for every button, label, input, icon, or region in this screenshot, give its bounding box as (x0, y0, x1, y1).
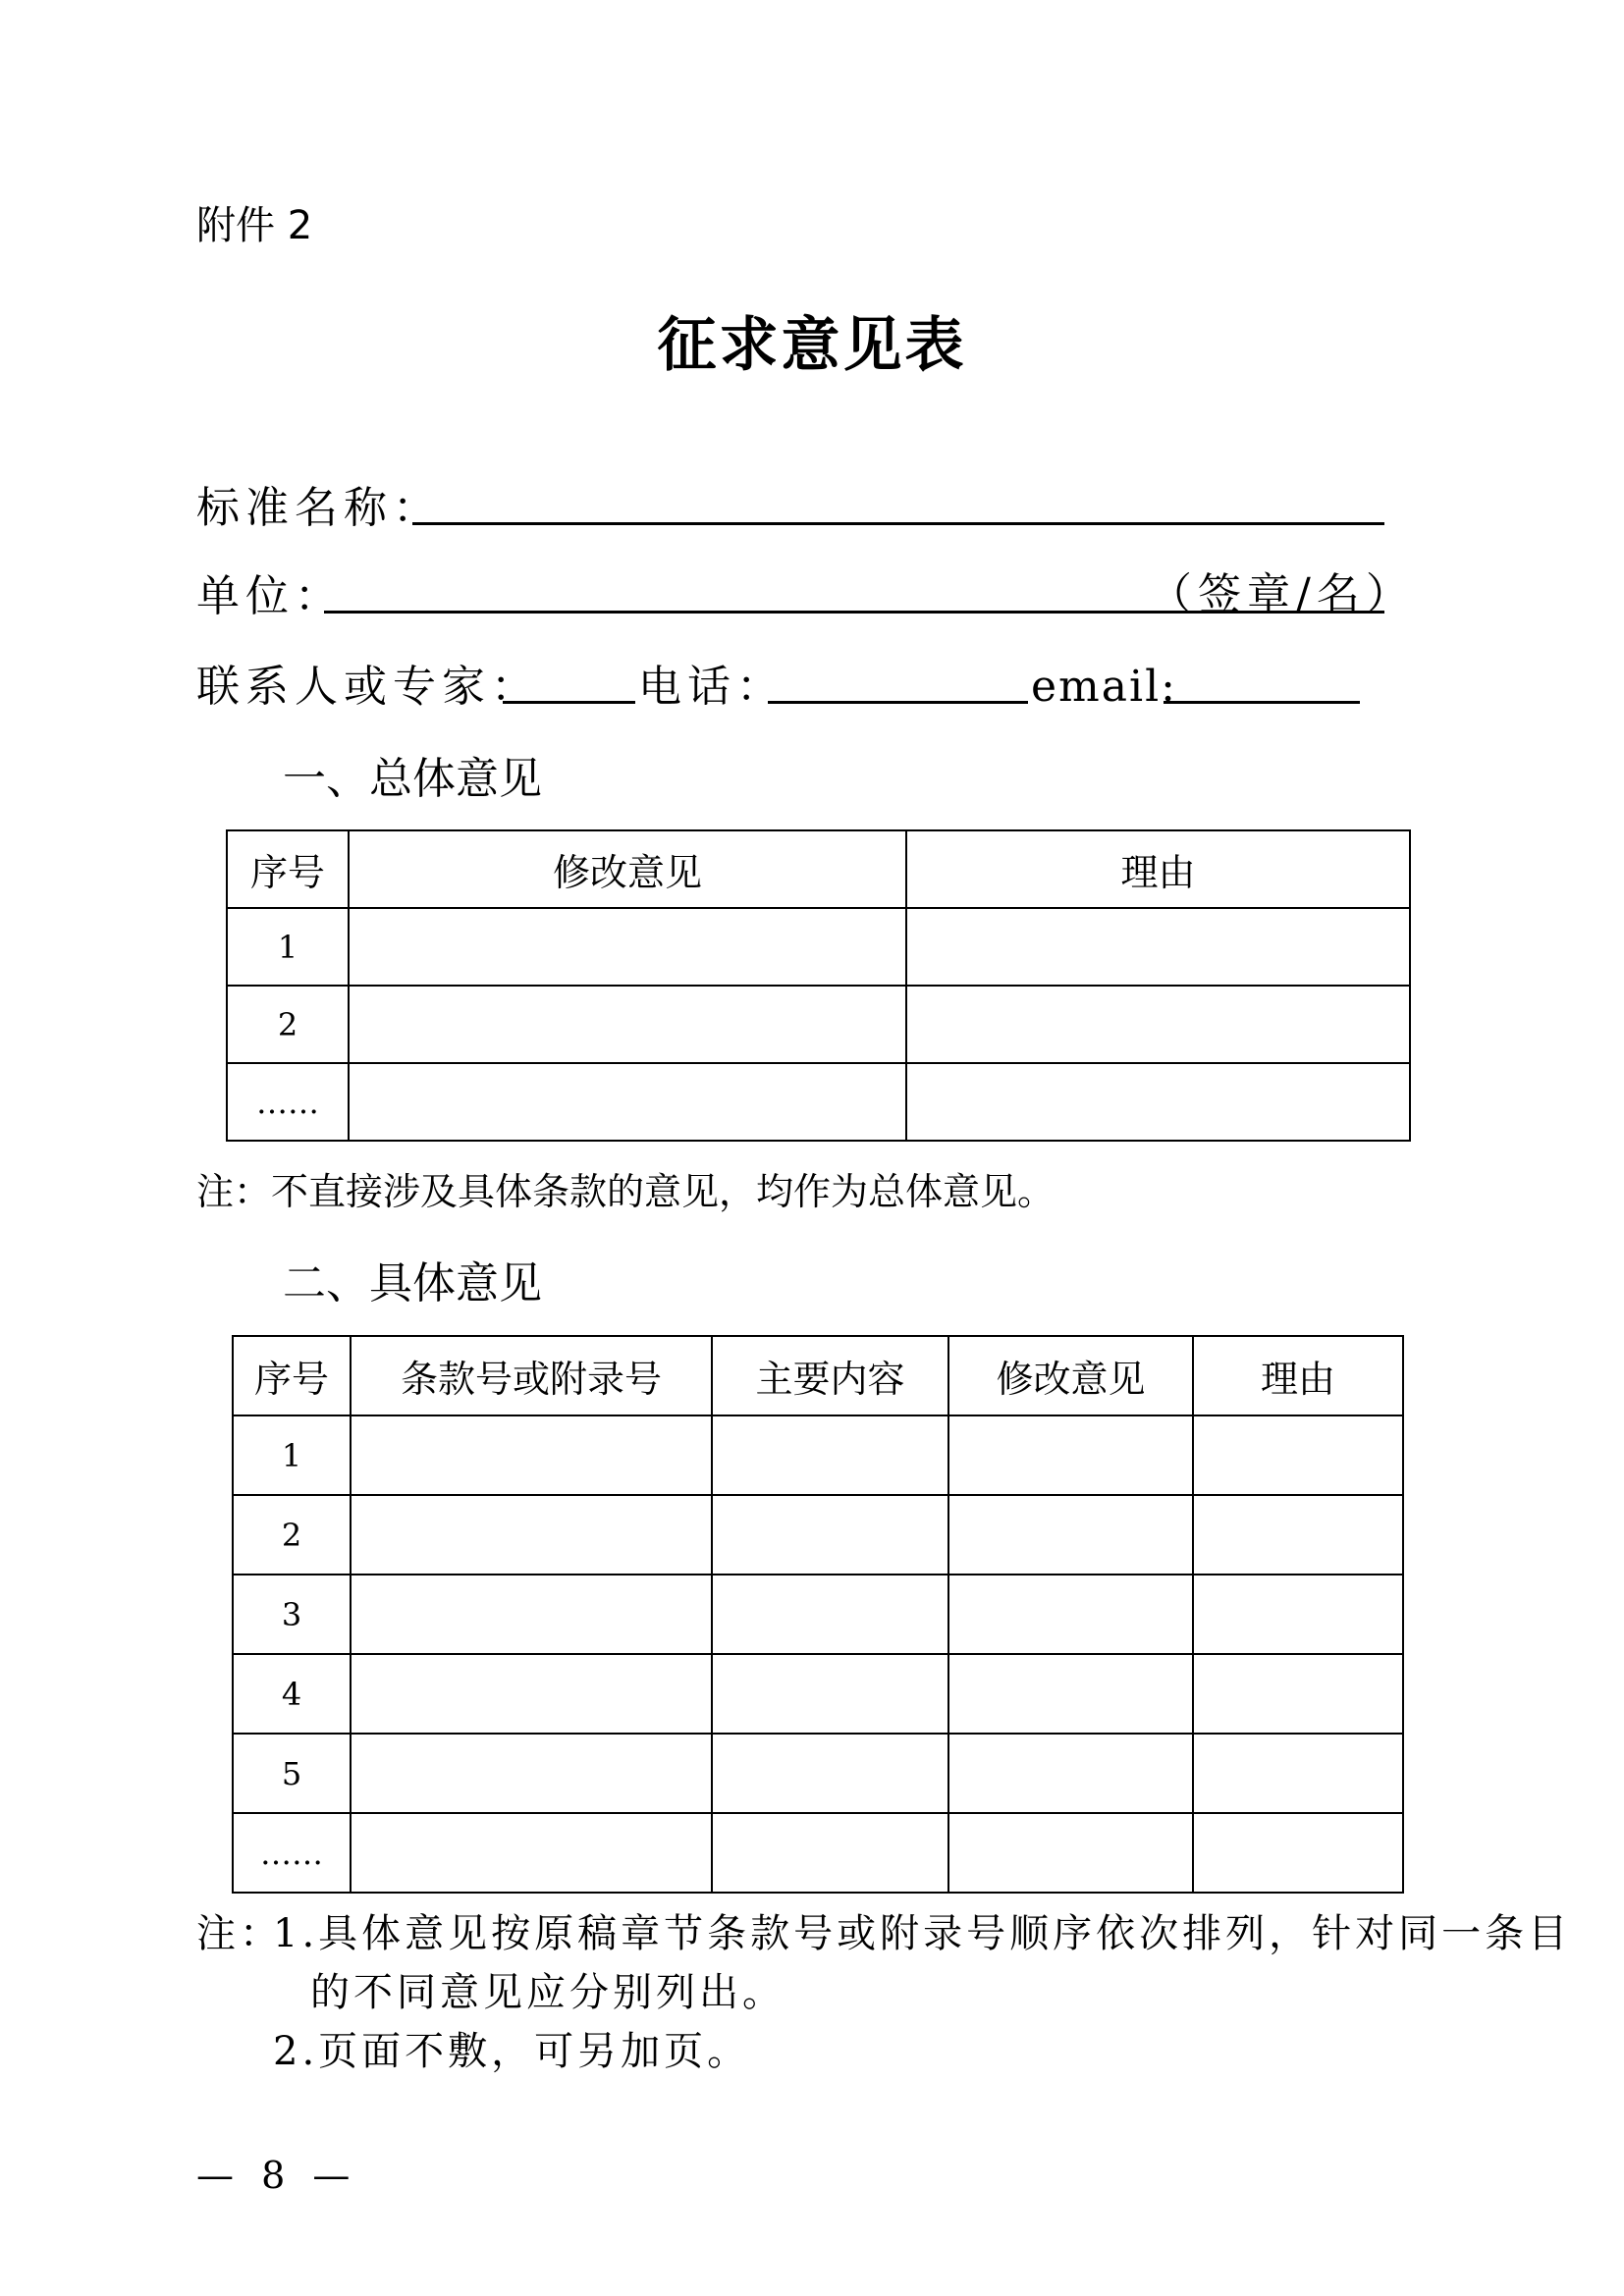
reason-cell[interactable] (1193, 1654, 1403, 1734)
clause-cell[interactable] (351, 1813, 712, 1893)
unit-label: 单位： (196, 571, 344, 621)
specific-opinion-table (232, 1335, 1404, 1894)
modification-cell[interactable] (948, 1654, 1193, 1734)
clause-cell[interactable] (351, 1654, 712, 1734)
reason-cell[interactable] (1193, 1734, 1403, 1813)
email-label: email: (1031, 662, 1177, 712)
table-row (233, 1813, 1403, 1893)
general-note: 注：不直接涉及具体条款的意见，均作为总体意见。 (196, 1170, 1056, 1213)
modification-cell[interactable] (948, 1495, 1193, 1575)
modification-cell[interactable] (948, 1734, 1193, 1813)
main-content-cell[interactable] (712, 1415, 948, 1495)
reason-cell[interactable] (906, 986, 1410, 1063)
modification-cell[interactable] (948, 1813, 1193, 1893)
header-reason: 理由 (906, 830, 1410, 908)
seal-hint: （签章/名） (1149, 569, 1415, 619)
specific-note-1: 1.具体意见按原稿章节条款号或附录号顺序依次排列，针对同一条目 (273, 1911, 1572, 1956)
header-index: 序号 (227, 830, 349, 908)
email-field[interactable] (1164, 701, 1360, 704)
page-title: 征求意见表 (657, 311, 967, 380)
modification-cell[interactable] (349, 908, 906, 986)
header-clause: 条款号或附录号 (351, 1336, 712, 1415)
table-row (233, 1495, 1403, 1575)
main-content-cell[interactable] (712, 1654, 948, 1734)
modification-cell[interactable] (948, 1415, 1193, 1495)
row-index: 2 (233, 1495, 351, 1575)
phone-label: 电话： (638, 662, 785, 712)
row-index: 4 (233, 1654, 351, 1734)
header-main-content: 主要内容 (712, 1336, 948, 1415)
specific-note-2: 2.页面不敷，可另加页。 (273, 2029, 751, 2074)
reason-cell[interactable] (906, 1063, 1410, 1141)
table-row (227, 1063, 1410, 1141)
modification-cell[interactable] (948, 1575, 1193, 1654)
row-index: 2 (227, 986, 349, 1063)
reason-cell[interactable] (906, 908, 1410, 986)
clause-cell[interactable] (351, 1495, 712, 1575)
general-heading: 一、总体意见 (283, 754, 542, 804)
clause-cell[interactable] (351, 1734, 712, 1813)
phone-field[interactable] (768, 701, 1028, 704)
table-row (233, 1734, 1403, 1813)
table-row (227, 908, 1410, 986)
general-opinion-table (226, 829, 1411, 1142)
modification-cell[interactable] (349, 986, 906, 1063)
standard-name-label: 标准名称： (196, 483, 442, 533)
clause-cell[interactable] (351, 1575, 712, 1654)
contact-field[interactable] (503, 701, 635, 704)
contact-label: 联系人或专家： (196, 662, 540, 712)
specific-heading: 二、具体意见 (283, 1258, 542, 1308)
clause-cell[interactable] (351, 1415, 712, 1495)
attachment-label: 附件 2 (196, 203, 313, 248)
table-row (227, 986, 1410, 1063)
row-index: 1 (233, 1415, 351, 1495)
main-content-cell[interactable] (712, 1575, 948, 1654)
reason-cell[interactable] (1193, 1813, 1403, 1893)
main-content-cell[interactable] (712, 1495, 948, 1575)
reason-cell[interactable] (1193, 1495, 1403, 1575)
specific-note-prefix: 注： (196, 1911, 283, 1956)
header-modification: 修改意见 (948, 1336, 1193, 1415)
main-content-cell[interactable] (712, 1813, 948, 1893)
row-index: 3 (233, 1575, 351, 1654)
row-index: 5 (233, 1734, 351, 1813)
header-reason: 理由 (1193, 1336, 1403, 1415)
reason-cell[interactable] (1193, 1415, 1403, 1495)
row-index: 1 (227, 908, 349, 986)
table-row (233, 1654, 1403, 1734)
table-row (233, 1415, 1403, 1495)
modification-cell[interactable] (349, 1063, 906, 1141)
row-index: …… (227, 1063, 349, 1141)
table-row (233, 1575, 1403, 1654)
table-header-row (227, 830, 1410, 908)
specific-note-1-continued: 的不同意见应分别列出。 (310, 1970, 785, 2015)
header-modification: 修改意见 (349, 830, 906, 908)
header-index: 序号 (233, 1336, 351, 1415)
standard-name-field[interactable] (412, 522, 1384, 525)
table-header-row (233, 1336, 1403, 1415)
reason-cell[interactable] (1193, 1575, 1403, 1654)
page-number: — 8 — (196, 2154, 358, 2197)
main-content-cell[interactable] (712, 1734, 948, 1813)
row-index: …… (233, 1813, 351, 1893)
